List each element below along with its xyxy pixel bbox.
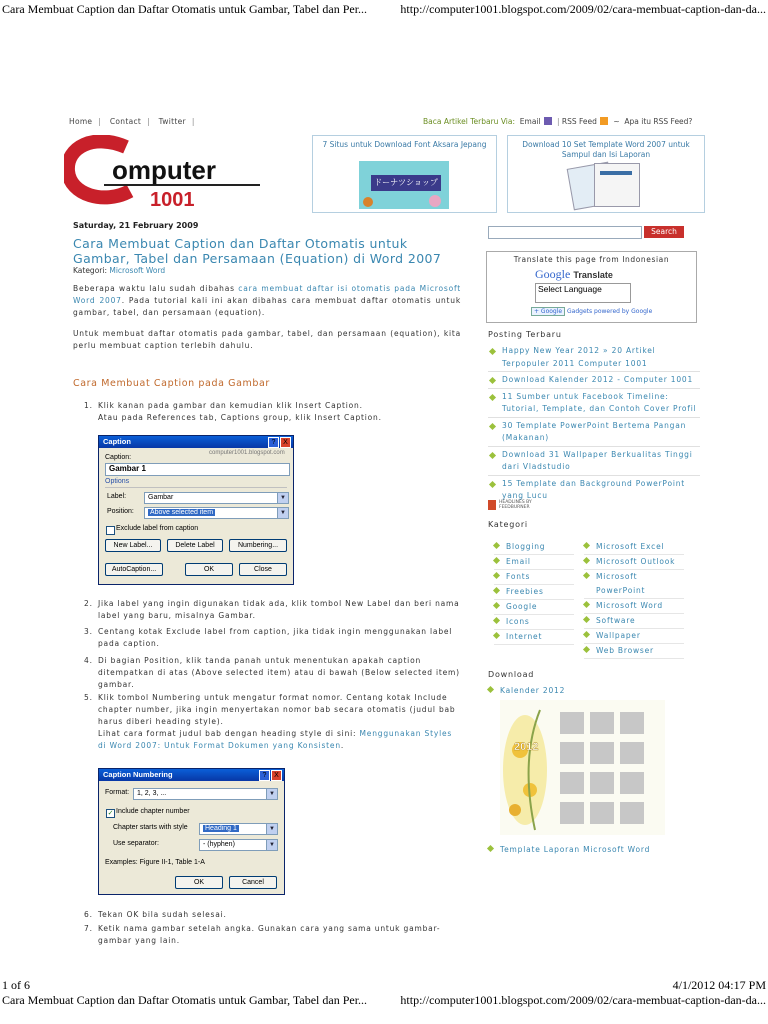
search-input[interactable]	[488, 226, 642, 239]
bullet-icon	[489, 480, 496, 487]
styles-link[interactable]: Menggunakan Styles di Word 2007: Untuk Format Dokumen yang Konsisten	[98, 729, 453, 750]
delete-label-button[interactable]: Delete Label	[167, 539, 223, 552]
daftar-isi-link[interactable]: cara membuat daftar isi otomatis pada Microsoft Word 2007	[73, 284, 462, 305]
bullet-icon	[489, 393, 496, 400]
google-translate-logo: Google Translate	[535, 267, 613, 281]
category-item[interactable]: Blogging	[494, 540, 574, 555]
category-item[interactable]: Web Browser	[584, 644, 684, 659]
category-item[interactable]: Email	[494, 555, 574, 570]
bullet-icon	[489, 451, 496, 458]
email-icon	[544, 117, 552, 125]
print-header	[0, 0, 768, 20]
cancel-button[interactable]: Cancel	[229, 876, 277, 889]
print-footer-page: 1 of 6 4/1/2012 04:17 PM	[2, 978, 766, 992]
step-2: 2. Jika label yang ingin digunakan tidak ada, klik tombol New Label dan beri nama label yang baru, misalnya Gambar.	[84, 599, 460, 620]
position-select[interactable]: Above selected item ▼	[144, 507, 289, 519]
subscribe-bar: Baca Artikel Terbaru Via: Email | RSS Feed ~ Apa itu RSS Feed?	[423, 117, 693, 126]
bullet-icon	[489, 422, 496, 429]
caption-dialog-title: Caption	[99, 436, 293, 448]
close-icon[interactable]: X	[280, 437, 291, 448]
recent-post-item[interactable]: Happy New Year 2012 » 20 Artikel Terpopuler 2011 Computer 1001	[488, 345, 700, 372]
category-link[interactable]: Microsoft Word	[109, 266, 166, 275]
gadgets-link[interactable]: + Google Gadgets powered by Google	[531, 307, 652, 316]
category-heading: Kategori	[488, 520, 528, 529]
ad-fonts-title: 7 Situs untuk Download Font Aksara Jepang	[322, 140, 487, 149]
chapter-style-select[interactable]: Heading 1 ▼	[199, 823, 278, 835]
category-item[interactable]: Fonts	[494, 570, 574, 585]
search-button[interactable]: Search	[644, 226, 684, 238]
ad-templates-title: Download 10 Set Template Word 2007 untuk Sampul dan Isi Laporan	[522, 140, 690, 159]
recent-post-item[interactable]: 15 Template dan Background PowerPoint yang Lucu	[488, 478, 700, 504]
site-logo[interactable]	[64, 135, 264, 211]
caption-field[interactable]: Gambar 1	[105, 463, 290, 476]
print-header-url: http://computer1001.blogspot.com/2009/02/cara-membuat-caption-dan-da...	[400, 2, 766, 16]
ad-templates-image	[564, 161, 648, 209]
format-select[interactable]: 1, 2, 3, ... ▼	[133, 788, 278, 800]
recent-post-item[interactable]: Download Kalender 2012 - Computer 1001	[488, 374, 700, 389]
category-item[interactable]: Microsoft Excel	[584, 540, 684, 555]
close-button[interactable]: Close	[239, 563, 287, 576]
nav-contact[interactable]: Contact	[109, 117, 142, 126]
print-footer: Cara Membuat Caption dan Daftar Otomatis untuk Gambar, Tabel dan Per... http://computer1001.blogspot.com/2009/02/cara-membuat-caption-dan-da...	[2, 993, 766, 1007]
nav-twitter[interactable]: Twitter	[158, 117, 186, 126]
translate-widget: Translate this page from Indonesian Google Translate Select Language + Google Gadgets powered by Google	[486, 251, 697, 323]
autocaption-button[interactable]: AutoCaption...	[105, 563, 163, 576]
category-list-left	[494, 540, 574, 645]
recent-posts-list	[488, 345, 700, 506]
exclude-checkbox[interactable]	[106, 526, 115, 535]
step-4: 4. Di bagian Position, klik tanda panah untuk menentukan apakah caption ditempatkan di atas (Above selected item) atau di bawah (Below selected item) gambar.	[84, 656, 460, 689]
category-item[interactable]: Microsoft Word	[584, 599, 684, 614]
step-1: 1. Klik kanan pada gambar dan kemudian klik Insert Caption. Atau pada References tab, Captions group, klik Insert Caption.	[84, 401, 382, 422]
label-select[interactable]: Gambar ▼	[144, 492, 289, 504]
help-icon[interactable]: ?	[259, 770, 270, 781]
include-checkbox[interactable]: ✓	[107, 810, 114, 817]
what-rss-link[interactable]: Apa itu RSS Feed?	[624, 117, 693, 126]
help-icon[interactable]: ?	[268, 437, 279, 448]
step-6: 6. Tekan OK bila sudah selesai.	[84, 910, 227, 919]
caption-numbering-dialog: Caption Numbering ? X Format: 1, 2, 3, ... ▼ ✓ Include chapter number Chapter starts with style Heading 1 ▼ Use separator: - (hyphen) ▼ Examples: Figure II-1, Table 1-A OK Cancel	[98, 768, 285, 895]
logo-graphic	[64, 135, 264, 211]
feedburner-badge[interactable]: HEADLINES BY FEEDBURNER	[488, 500, 548, 510]
category-item[interactable]: Wallpaper	[584, 629, 684, 644]
step-7: 7. Ketik nama gambar setelah angka. Gunakan cara yang sama untuk gambar-gambar yang lain.	[84, 924, 441, 945]
ok-button[interactable]: OK	[175, 876, 223, 889]
post-category: Kategori: Microsoft Word	[73, 266, 166, 275]
step-5: 5. Klik tombol Numbering untuk mengatur format nomor. Centang kotak Include chapter number, jika ingin menyertakan nomor bab secara otomatis (judul bab harus diberi heading style). Lihat cara format judul bab dengan heading style di sini: Menggunakan Styles di Word 2007: Untuk Format Dokumen yang Konsisten.	[84, 693, 456, 750]
rss-link[interactable]: RSS Feed	[561, 117, 597, 126]
category-item[interactable]: Software	[584, 614, 684, 629]
svg-text:2012: 2012	[514, 741, 539, 753]
bullet-icon	[489, 348, 496, 355]
category-item[interactable]: Google	[494, 600, 574, 615]
svg-text:omputer: omputer	[112, 155, 216, 185]
recent-posts-heading: Posting Terbaru	[488, 330, 562, 339]
recent-post-item[interactable]: 30 Template PowerPoint Bertema Pangan (Makanan)	[488, 420, 700, 447]
download-heading: Download	[488, 670, 535, 679]
numbering-dialog-title: Caption Numbering	[99, 769, 284, 781]
new-label-button[interactable]: New Label...	[105, 539, 161, 552]
top-nav: Home | Contact | Twitter |	[69, 117, 195, 126]
email-link[interactable]: Email	[519, 117, 541, 126]
ad-fonts[interactable]	[312, 135, 497, 213]
recent-post-item[interactable]: Download 31 Wallpaper Berkualitas Tinggi dari Vladstudio	[488, 449, 700, 476]
numbering-button[interactable]: Numbering...	[229, 539, 287, 552]
caption-dialog: Caption ? X computer1001.blogspot.com Caption: Gambar 1 Options Label: Gambar ▼ Position: Above selected item ▼ Exclude label from caption New Label... Delete Label Numbering... AutoCaption... OK Close	[98, 435, 294, 585]
close-icon[interactable]: X	[271, 770, 282, 781]
step-3: 3. Centang kotak Exclude label from caption, jika tidak ingin menggunakan label pada caption.	[84, 627, 453, 648]
section-heading: Cara Membuat Caption pada Gambar	[73, 378, 270, 389]
post-date: Saturday, 21 February 2009	[73, 221, 199, 230]
calendar-image[interactable]	[500, 700, 665, 835]
ok-button[interactable]: OK	[185, 563, 233, 576]
category-list-right	[584, 540, 684, 659]
download-item[interactable]: Kalender 2012	[488, 684, 565, 698]
second-paragraph: Untuk membuat daftar otomatis pada gambar, tabel, dan persamaan (equation), kita perlu membuat caption terlebih dahulu.	[73, 329, 461, 350]
category-item[interactable]: Microsoft Outlook	[584, 555, 684, 570]
ad-fonts-image: ドーナツショップ	[359, 161, 449, 209]
rss-icon	[600, 117, 608, 125]
intro-paragraph: Beberapa waktu lalu sudah dibahas cara membuat daftar isi otomatis pada Microsoft Word 2007. Pada tutorial kali ini akan dibahas cara membuat daftar otomatis untuk gambar, tabel, dan persamaan (equation).	[73, 284, 462, 317]
feedburner-icon	[488, 500, 496, 510]
separator-select[interactable]: - (hyphen) ▼	[199, 839, 278, 851]
category-item[interactable]: Internet	[494, 630, 574, 645]
bullet-icon	[489, 377, 496, 384]
nav-home[interactable]: Home	[69, 117, 93, 126]
category-item[interactable]: Icons	[494, 615, 574, 630]
post-title[interactable]: Cara Membuat Caption dan Daftar Otomatis untuk Gambar, Tabel dan Persamaan (Equation) di Word 2007	[73, 236, 442, 266]
category-item[interactable]: Freebies	[494, 585, 574, 600]
download-item[interactable]: Template Laporan Microsoft Word	[488, 843, 650, 857]
ad-templates[interactable]	[507, 135, 705, 213]
language-select[interactable]: Select Language	[535, 283, 631, 303]
category-item[interactable]: Microsoft PowerPoint	[584, 570, 684, 599]
recent-post-item[interactable]: 11 Sumber untuk Facebook Timeline: Tutorial, Template, dan Contoh Cover Profil	[488, 391, 700, 418]
print-header-title: Cara Membuat Caption dan Daftar Otomatis untuk Gambar, Tabel dan Per...	[2, 2, 368, 16]
svg-text:1001: 1001	[150, 189, 195, 211]
